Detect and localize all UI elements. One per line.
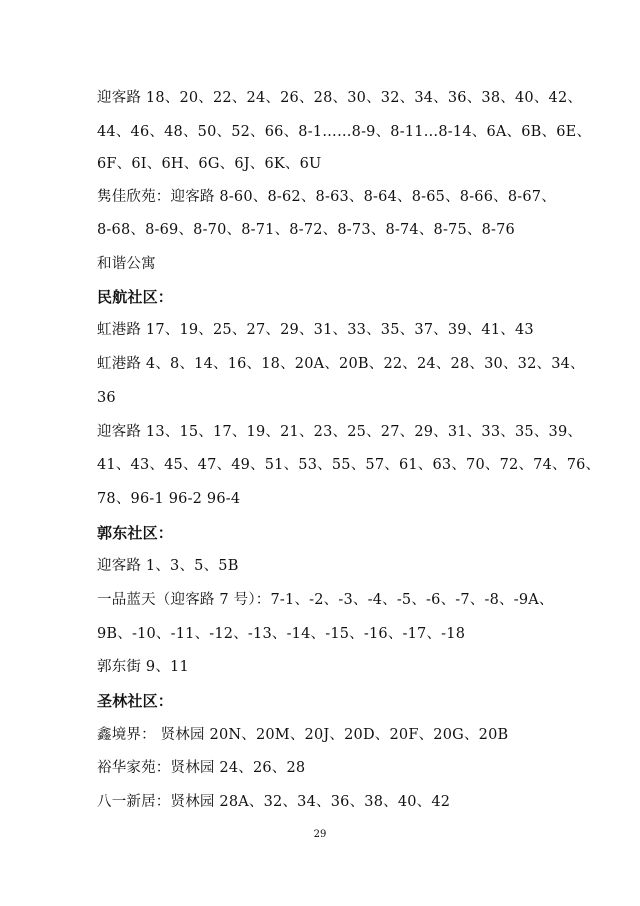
text-line: 迎客路 1、3、5、5B xyxy=(97,558,239,574)
text-line: 虹港路 4、8、14、16、18、20A、20B、22、24、28、30、32、34、 xyxy=(97,356,585,372)
text-line: 迎客路 18、20、22、24、26、28、30、32、34、36、38、40、42、 xyxy=(97,90,583,106)
text-line: 41、43、45、47、49、51、53、55、57、61、63、70、72、74、76、 xyxy=(97,457,601,473)
text-line: 迎客路 13、15、17、19、21、23、25、27、29、31、33、35、39、 xyxy=(97,424,583,440)
text-line: 郭东街 9、11 xyxy=(97,659,189,675)
text-line: 八一新居：贤林园 28A、32、34、36、38、40、42 xyxy=(97,794,451,810)
text-line: 44、46、48、50、52、66、8-1……8-9、8-11…8-14、6A、6B、6E、 xyxy=(97,124,592,140)
text-line: 6F、6I、6H、6G、6J、6K、6U xyxy=(97,156,322,172)
text-line: 36 xyxy=(97,390,116,406)
section-heading-minhang: 民航社区： xyxy=(97,288,174,306)
text-line: 一品蓝天（迎客路 7 号）：7-1、-2、-3、-4、-5、-6、-7、-8、-9A、 xyxy=(97,592,554,608)
text-line: 隽佳欣苑：迎客路 8-60、8-62、8-63、8-64、8-65、8-66、8-67、 xyxy=(97,189,556,205)
text-line: 裕华家苑：贤林园 24、26、28 xyxy=(97,760,306,776)
text-line: 虹港路 17、19、25、27、29、31、33、35、37、39、41、43 xyxy=(97,322,534,338)
section-heading-shenglin: 圣林社区： xyxy=(97,692,174,710)
text-line: 8-68、8-69、8-70、8-71、8-72、8-73、8-74、8-75、8-76 xyxy=(97,222,515,238)
text-line: 78、96-1 96-2 96-4 xyxy=(97,491,241,507)
text-line: 鑫境界： 贤林园 20N、20M、20J、20D、20F、20G、20B xyxy=(97,727,509,743)
text-line: 和谐公寓 xyxy=(97,256,156,272)
section-heading-guodong: 郭东社区： xyxy=(97,524,174,542)
page-number: 29 xyxy=(313,829,327,840)
text-line: 9B、-10、-11、-12、-13、-14、-15、-16、-17、-18 xyxy=(97,626,466,642)
